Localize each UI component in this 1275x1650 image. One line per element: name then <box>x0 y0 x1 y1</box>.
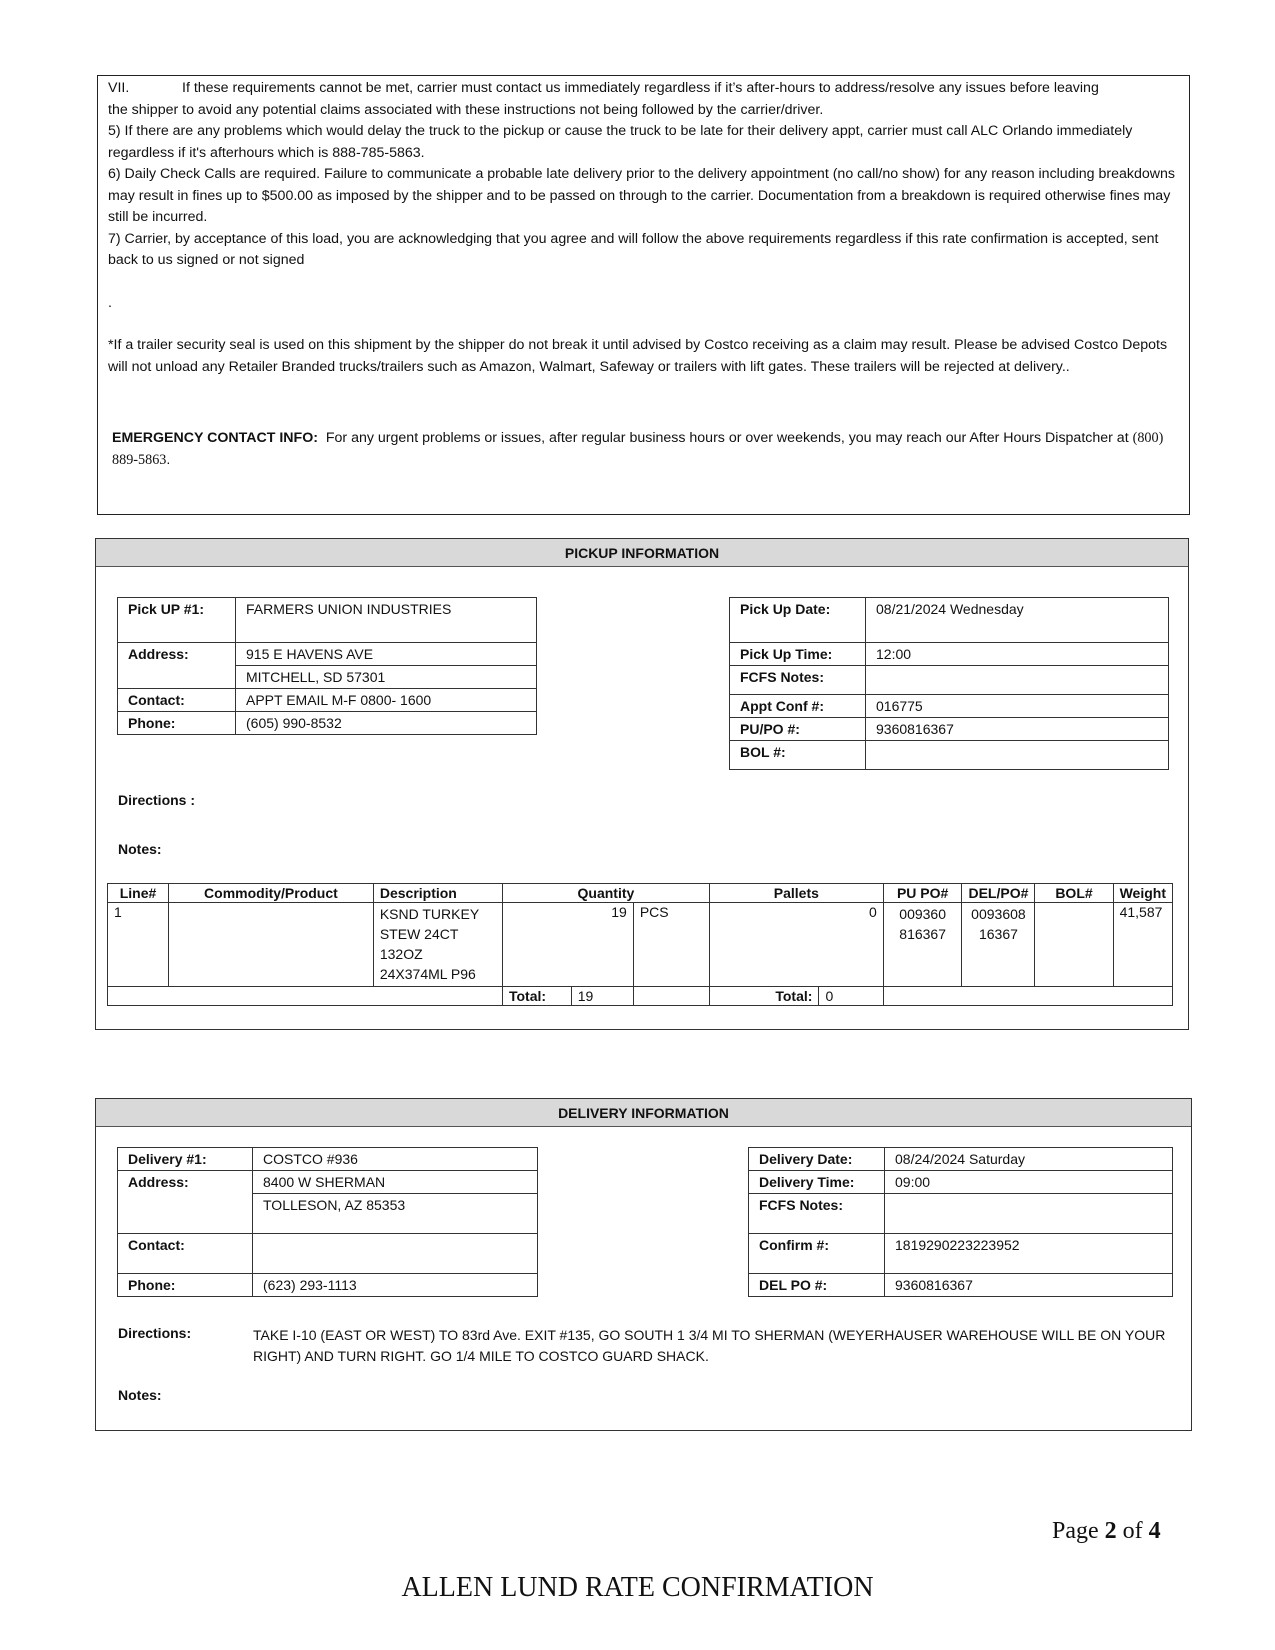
page-total: 4 <box>1148 1518 1161 1544</box>
pickup-notes-label: Notes: <box>118 841 162 857</box>
delivery-date: 08/24/2024 Saturday <box>885 1148 1173 1171</box>
col-line: Line# <box>108 884 169 903</box>
delivery-address-label: Address: <box>118 1171 253 1194</box>
col-commodity: Commodity/Product <box>169 884 374 903</box>
delivery-left-table <box>117 1147 538 1297</box>
seal-note: *If a trailer security seal is used on this shipment by the shipper do not break it until advised by Costco receiving as a claim may result. Please be advised Costco Depots will not unload any Retailer Branded trucks/trailers such as Amazon, Walmart, Safeway or trailers with lift gates. These trailers will be rejected at delivery.. <box>108 337 1168 375</box>
item-weight: 41,587 <box>1113 903 1172 987</box>
col-pallets: Pallets <box>709 884 883 903</box>
page-number <box>1052 1518 1161 1545</box>
delivery-section <box>95 1098 1192 1431</box>
item-description <box>373 903 502 987</box>
pickup-items-table <box>107 883 1173 1006</box>
item-del-po-line: 16367 <box>978 926 1018 942</box>
delivery-contact-label: Contact: <box>118 1234 253 1274</box>
page-prefix: Page <box>1052 1518 1099 1544</box>
requirement-vii-text-rest: the shipper to avoid any potential claims associated with these instructions not being followed by the carrier/driver. <box>108 101 824 118</box>
total-qty: 19 <box>571 987 633 1006</box>
delivery-confirm-label: Confirm #: <box>749 1234 885 1274</box>
emergency-contact <box>108 428 1179 471</box>
pickup-name: FARMERS UNION INDUSTRIES <box>236 598 537 643</box>
item-quantity: 19 <box>502 903 633 987</box>
delivery-notes-label: Notes: <box>118 1387 162 1403</box>
item-description-line: 132OZ <box>379 946 423 962</box>
pickup-fcfs-label: FCFS Notes: <box>730 666 866 695</box>
pickup-appt-label: Appt Conf #: <box>730 695 866 718</box>
items-total-row <box>108 987 1173 1006</box>
item-del-po-line: 0093608 <box>971 906 1026 922</box>
pickup-directions-label: Directions : <box>118 792 196 808</box>
emergency-contact-text: For any urgent problems or issues, after regular business hours or over weekends, you may reach our After Hours Dispatcher at <box>325 430 1129 446</box>
pickup-appt: 016775 <box>866 695 1169 718</box>
delivery-phone: (623) 293-1113 <box>253 1274 538 1297</box>
pickup-address-line2: MITCHELL, SD 57301 <box>236 666 537 689</box>
delivery-fcfs-label: FCFS Notes: <box>749 1194 885 1234</box>
delivery-time: 09:00 <box>885 1171 1173 1194</box>
delivery-delpo: 9360816367 <box>885 1274 1173 1297</box>
item-description-line: 24X374ML P96 <box>379 966 476 982</box>
delivery-contact <box>253 1234 538 1274</box>
item-pu-po-line: 816367 <box>899 926 946 942</box>
item-line: 1 <box>108 903 169 987</box>
pickup-contact: APPT EMAIL M-F 0800- 1600 <box>236 689 537 712</box>
pickup-phone: (605) 990-8532 <box>236 712 537 735</box>
delivery-fcfs <box>885 1194 1173 1234</box>
item-pu-po-line: 009360 <box>899 906 946 922</box>
emergency-contact-label: EMERGENCY CONTACT INFO: <box>112 430 318 446</box>
delivery-date-label: Delivery Date: <box>749 1148 885 1171</box>
total-qty-label: Total: <box>502 987 571 1006</box>
requirement-5: 5) If there are any problems which would delay the truck to the pickup or cause the truck to be late for their delivery appt, carrier must call ALC Orlando immediately regardless if it's afterhours which is 888-785-5863. <box>108 123 1133 161</box>
pickup-header: PICKUP INFORMATION <box>96 539 1188 567</box>
pickup-fcfs <box>866 666 1169 695</box>
requirements-box <box>97 75 1190 515</box>
page-of: of <box>1122 1518 1143 1544</box>
delivery-address-line2: TOLLESON, AZ 85353 <box>253 1194 538 1234</box>
delivery-label: Delivery #1: <box>118 1148 253 1171</box>
delivery-phone-label: Phone: <box>118 1274 253 1297</box>
items-header-row <box>108 884 1173 903</box>
delivery-directions-label: Directions: <box>118 1325 192 1341</box>
total-pallets-label: Total: <box>709 987 819 1006</box>
pickup-date-label: Pick Up Date: <box>730 598 866 643</box>
delivery-time-label: Delivery Time: <box>749 1171 885 1194</box>
delivery-name: COSTCO #936 <box>253 1148 538 1171</box>
pickup-bol <box>866 741 1169 770</box>
pickup-time: 12:00 <box>866 643 1169 666</box>
col-description: Description <box>373 884 502 903</box>
item-description-line: STEW 24CT <box>379 926 459 942</box>
pickup-address-line1: 915 E HAVENS AVE <box>236 643 537 666</box>
delivery-right-table <box>748 1147 1173 1297</box>
pickup-right-table <box>729 597 1169 770</box>
pickup-time-label: Pick Up Time: <box>730 643 866 666</box>
emergency-period: . <box>166 451 171 468</box>
pickup-pupo-label: PU/PO #: <box>730 718 866 741</box>
item-commodity <box>169 903 374 987</box>
col-bol: BOL# <box>1035 884 1113 903</box>
item-bol <box>1035 903 1113 987</box>
col-del-po: DEL/PO# <box>962 884 1035 903</box>
requirement-vii-number: VII. <box>108 80 130 96</box>
item-pallets: 0 <box>709 903 883 987</box>
item-description-line: KSND TURKEY <box>379 906 480 922</box>
col-quantity: Quantity <box>502 884 709 903</box>
pickup-pupo: 9360816367 <box>866 718 1169 741</box>
requirement-6: 6) Daily Check Calls are required. Failure to communicate a probable late delivery prior to the delivery appointment (no call/no show) for any reason including breakdowns may result in fines up to $500.00 as imposed by the shipper and to be passed on through to the carrier. Documentation from a breakdown is required otherwise fines may still be incurred. <box>108 166 1175 225</box>
pickup-date: 08/21/2024 Wednesday <box>866 598 1169 643</box>
pickup-label: Pick UP #1: <box>118 598 236 643</box>
pickup-contact-label: Contact: <box>118 689 236 712</box>
pickup-phone-label: Phone: <box>118 712 236 735</box>
delivery-directions: TAKE I-10 (EAST OR WEST) TO 83rd Ave. EXIT #135, GO SOUTH 1 3/4 MI TO SHERMAN (WEYERHAUSER WAREHOUSE WILL BE ON YOUR RIGHT) AND TURN RIGHT. GO 1/4 MILE TO COSTCO GUARD SHACK. <box>253 1327 1166 1364</box>
table-row <box>108 903 1173 987</box>
requirement-7: 7) Carrier, by acceptance of this load, you are acknowledging that you agree and will follow the above requirements regardless if this rate confirmation is accepted, sent back to us signed or not signed <box>108 230 1159 268</box>
separator-dot: . <box>108 294 112 311</box>
requirement-vii-text: If these requirements cannot be met, carrier must contact us immediately regardless if it’s after-hours to address/resolve any issues before leaving <box>182 80 1099 96</box>
requirement-vii <box>108 78 1179 121</box>
item-del-po <box>962 903 1035 987</box>
delivery-delpo-label: DEL PO #: <box>749 1274 885 1297</box>
footer-title: ALLEN LUND RATE CONFIRMATION <box>401 1572 874 1603</box>
delivery-header: DELIVERY INFORMATION <box>96 1099 1191 1127</box>
delivery-confirm: 1819290223223952 <box>885 1234 1173 1274</box>
total-pallets: 0 <box>819 987 883 1006</box>
item-pu-po <box>883 903 962 987</box>
item-unit: PCS <box>633 903 709 987</box>
emergency-phone: (800) 889-5863 <box>112 430 1164 468</box>
col-pu-po: PU PO# <box>883 884 962 903</box>
page-current: 2 <box>1104 1518 1117 1544</box>
delivery-address-line1: 8400 W SHERMAN <box>253 1171 538 1194</box>
pickup-section <box>95 538 1189 1030</box>
pickup-address-label: Address: <box>118 643 236 666</box>
col-weight: Weight <box>1113 884 1172 903</box>
pickup-bol-label: BOL #: <box>730 741 866 770</box>
pickup-left-table <box>117 597 537 735</box>
